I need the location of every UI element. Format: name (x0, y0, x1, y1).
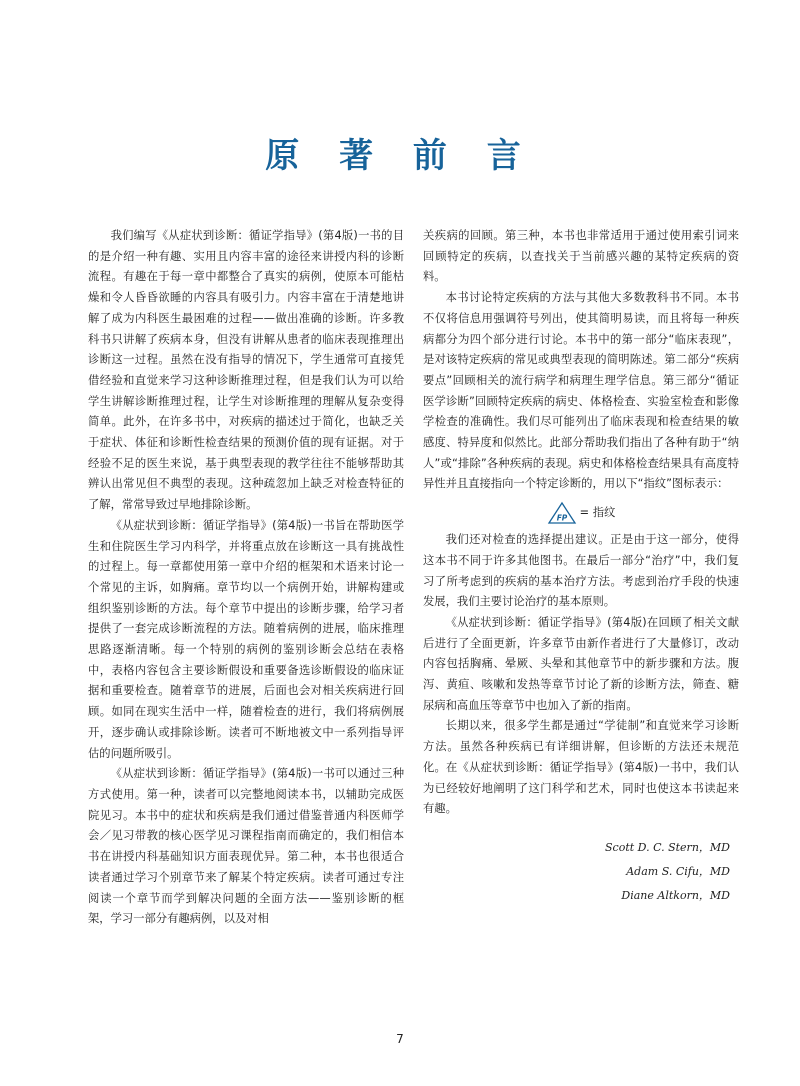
author-name: Scott D. C. Stern，MD (605, 841, 730, 854)
page-number: 7 (396, 1032, 404, 1046)
fingerprint-legend (423, 498, 739, 528)
fingerprint-icon-label: FP (556, 513, 567, 523)
paragraph: 本书讨论特定疾病的方法与其他大多数教科书不同。本书不仅将信息用强调符号列出，使其简明易读，而且将每一种疾病都分为四个部分进行讨论。本书中的第一部分“临床表现”，是对该特定疾病的常见或典型表现的简明陈述。第二部分“疾病要点”回顾相关的流行病学和病理生理学信息。第三部分“循证医学诊断”回顾特定疾病的病史、体格检查、实验室检查和影像学检查的准确性。我们尽可能列出了临床表现和检查结果的敏感度、特异度和似然比。此部分帮助我们指出了各种有助于“纳人”或“排除”各种疾病的表现。病史和体格检查结果具有高度特异性并且直接指向一个特定诊断的，用以下“指纹”图标表示： (423, 291, 739, 491)
fingerprint-legend-text: = 指纹 (579, 505, 616, 519)
paragraph: 《从症状到诊断：循证学指导》(第4版)一书旨在帮助医学生和住院医生学习内科学，并将重点放在诊断这一具有挑战性的过程上。每一章都使用第一章中介绍的框架和术语来讨论一个常见的主诉，如胸痛。章节均以一个病例开始，讲解构建或组织鉴别诊断的方法。每个章节中提出的诊断步骤，给学习者提供了一套完成诊断流程的方法。随着病例的进展，临床推理思路逐渐清晰。每一个特别的病例的鉴别诊断会总结在表格中，表格内容包含主要诊断假设和重要备选诊断假设的临床证据和重要检查。随着章节的进展，后面也会对相关疾病进行回顾。如同在现实生活中一样，随着检查的进行，我们将病例展开，逐步确认或排除诊断。读者可不断地被文中一系列指导评估的问题所吸引。 (88, 518, 404, 760)
left-column (88, 226, 404, 930)
page-title: 原 著 前 言 (265, 136, 535, 176)
paragraph: 我们还对检查的选择提出建议。正是由于这一部分，使得这本书不同于许多其他图书。在最后一部分“治疗”中，我们复习了所考虑到的疾病的基本治疗方法。考虑到治疗手段的快速发展，我们主要讨论治疗的基本原则。 (423, 533, 739, 609)
fingerprint-icon (547, 501, 577, 525)
paragraph: 长期以来，很多学生都是通过“学徒制”和直觉来学习诊断方法。虽然各种疾病已有详细讲解，但诊断的方法还未规范化。在《从症状到诊断：循证学指导》(第4版)一书中，我们认为已经较好地阐明了这门科学和艺术，同时也使这本书读起来有趣。 (423, 719, 739, 816)
author-name: Diane Altkorn，MD (621, 889, 730, 902)
paragraph: 《从症状到诊断：循证学指导》(第4版)一书可以通过三种方式使用。第一种，读者可以完整地阅读本书，以辅助完成医院见习。本书中的症状和疾病是我们通过借鉴普通内科医师学会／见习带教的核心医学见习课程指南而确定的，我们相信本书在讲授内科基础知识方面表现优异。第二种，本书也很适合读者通过学习个别章节来了解某个特定疾病。读者可通过专注阅读一个章节而学到解决问题的全面方法——鉴别诊断的框架，学习一部分有趣病例，以及对相 (88, 767, 404, 926)
author-name: Adam S. Cifu，MD (626, 865, 730, 878)
author-signatures (430, 836, 730, 908)
paragraph: 《从症状到诊断：循证学指导》(第4版)在回顾了相关文献后进行了全面更新，许多章节由新作者进行了大量修订，改动内容包括胸痛、晕厥、头晕和其他章节中的新步骤和方法。腹泻、黄疸、咳嗽和发热等章节讨论了新的诊断方法，筛查、糖尿病和高血压等章节中也加入了新的指南。 (423, 615, 739, 712)
paragraph: 我们编写《从症状到诊断：循证学指导》(第4版)一书的目的是介绍一种有趣、实用且内容丰富的途径来讲授内科的诊断流程。有趣在于每一章中都整合了真实的病例，使原本可能枯燥和令人昏昏欲睡的内容具有吸引力。内容丰富在于清楚地讲解了成为内科医生最困难的过程——做出准确的诊断。许多教科书只讲解了疾病本身，但没有讲解从患者的临床表现推理出诊断这一过程。虽然在没有指导的情况下，学生通常可直接凭借经验和直觉来学习这种诊断推理过程，但是我们认为可以给学生讲解诊断推理过程，让学生对诊断推理的理解从复杂变得简单。此外，在许多书中，对疾病的描述过于简化，也缺乏关于症状、体征和诊断性检查结果的预测价值的现有证据。对于经验不足的医生来说，基于典型表现的教学往往不能够帮助其辨认出常见但不典型的表现。这种疏忽加上缺乏对检查特征的了解，常常导致过早地排除诊断。 (88, 229, 404, 512)
right-column (423, 226, 739, 820)
paragraph-continued: 关疾病的回顾。第三种，本书也非常适用于通过使用索引词来回顾特定的疾病，以查找关于当前感兴趣的某特定疾病的资料。 (423, 229, 739, 284)
